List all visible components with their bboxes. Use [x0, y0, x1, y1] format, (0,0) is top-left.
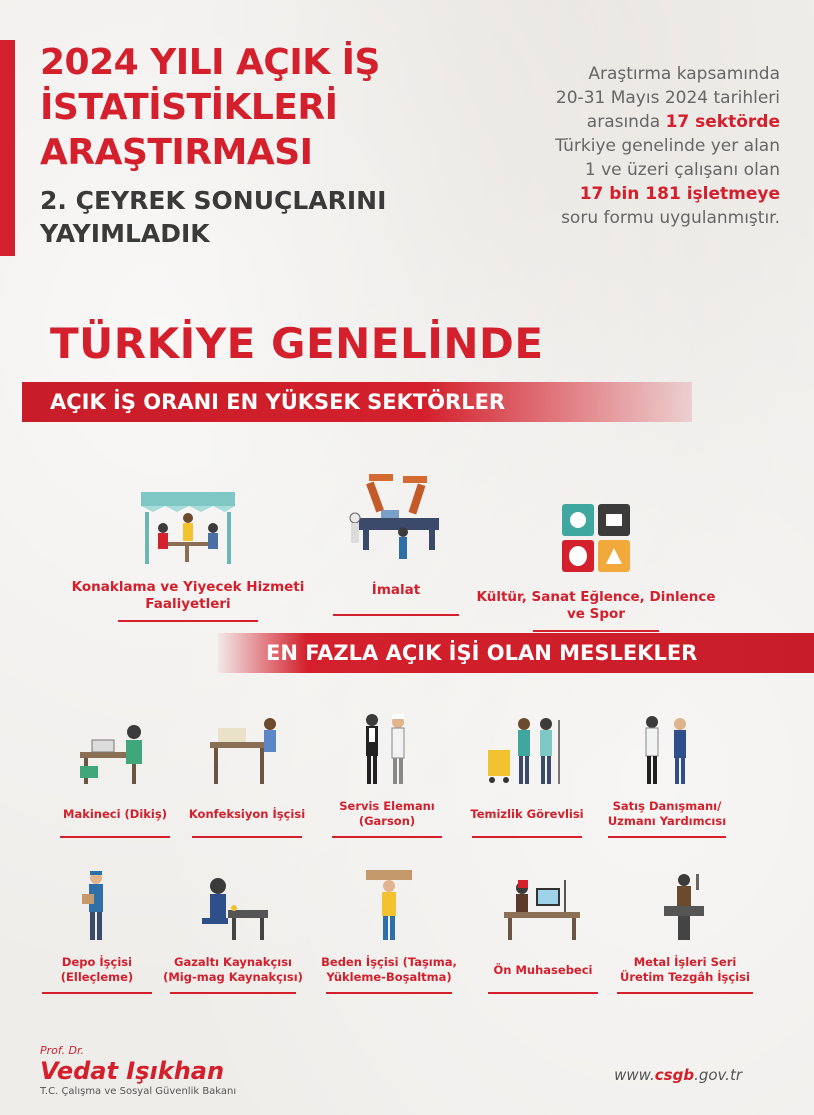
occupation-label: Satış Danışmanı/ Uzmanı Yardımcısı	[607, 799, 727, 828]
divider	[326, 992, 452, 994]
occupation-item	[452, 700, 602, 838]
website-suffix: .gov.tr	[694, 1066, 742, 1084]
minister-role: T.C. Çalışma ve Sosyal Güvenlik Bakanı	[40, 1086, 237, 1097]
divider	[608, 836, 726, 838]
occupation-item	[314, 856, 464, 994]
section-heading: TÜRKİYE GENELİNDE	[50, 319, 544, 368]
sewing-machine-icon	[40, 700, 190, 790]
divider	[332, 836, 442, 838]
minister-name: Vedat Işıkhan	[40, 1057, 225, 1085]
occupation-item	[592, 700, 742, 838]
sector-label: Konaklama ve Yiyecek Hizmeti Faaliyetleri	[71, 579, 305, 612]
academic-title: Prof. Dr.	[40, 1044, 85, 1057]
restaurant-icon	[68, 458, 308, 568]
occupation-item	[22, 856, 172, 994]
occupation-label: Ön Muhasebeci	[493, 962, 593, 977]
main-title: 2024 YILI AÇIK İŞ İSTATİSTİKLERİ ARAŞTIRMASI	[40, 42, 380, 173]
divider	[333, 614, 459, 616]
website-prefix: www.	[614, 1066, 655, 1084]
occupation-item	[610, 856, 760, 994]
sector-label: Kültür, Sanat Eğlence, Dinlence ve Spor	[476, 589, 716, 622]
occupations-band	[218, 633, 814, 673]
title-accent-bar	[0, 40, 15, 256]
intro-line: soru formu uygulanmıştır.	[561, 208, 780, 228]
welder-icon	[158, 856, 308, 946]
sector-count-highlight: 17 sektörde	[665, 112, 780, 132]
intro-line-prefix: arasında	[586, 112, 666, 132]
warehouse-worker-icon	[22, 856, 172, 946]
occupation-item	[172, 700, 322, 838]
sectors-band	[22, 382, 692, 422]
occupation-label: Metal İşleri Seri Üretim Tezgâh İşçisi	[620, 955, 750, 984]
sales-consultant-icon	[592, 700, 742, 790]
divider	[533, 630, 659, 632]
occupation-item	[312, 700, 462, 838]
occupation-item	[158, 856, 308, 994]
sector-item	[476, 468, 716, 632]
metal-worker-icon	[610, 856, 760, 946]
sector-item	[68, 458, 308, 622]
culture-arts-icon	[476, 468, 716, 578]
intro-line: 1 ve üzeri çalışanı olan	[584, 160, 780, 180]
occupation-label: Gazaltı Kaynakçısı (Mig-mag Kaynakçısı)	[163, 955, 303, 984]
occupation-label: Konfeksiyon İşçisi	[188, 806, 306, 821]
minister-signature	[40, 1045, 236, 1098]
occupation-item	[40, 700, 190, 838]
divider	[170, 992, 296, 994]
intro-line: Araştırma kapsamında	[588, 64, 780, 84]
accountant-icon	[468, 856, 618, 946]
divider	[617, 992, 753, 994]
occupation-label: Temizlik Görevlisi	[470, 806, 584, 821]
website-link[interactable]	[614, 1066, 742, 1084]
intro-text	[490, 62, 780, 230]
intro-line: 20-31 Mayıs 2024 tarihleri	[555, 88, 780, 108]
intro-line: Türkiye genelinde yer alan	[555, 136, 780, 156]
website-domain: csgb	[654, 1066, 695, 1084]
sectors-band-label: AÇIK İŞ ORANI EN YÜKSEK SEKTÖRLER	[50, 390, 506, 414]
intro-line	[490, 110, 780, 134]
occupation-label: Beden İşçisi (Taşıma, Yükleme-Boşaltma)	[321, 955, 457, 984]
occupation-label: Servis Elemanı (Garson)	[339, 799, 435, 828]
divider	[118, 620, 258, 622]
waiter-icon	[312, 700, 462, 790]
business-count-highlight: 17 bin 181 işletmeye	[579, 184, 780, 204]
divider	[192, 836, 302, 838]
sub-title: 2. ÇEYREK SONUÇLARINI YAYIMLADIK	[40, 186, 387, 248]
occupation-label: Depo İşçisi (Elleçleme)	[60, 955, 134, 984]
divider	[60, 836, 170, 838]
divider	[472, 836, 582, 838]
divider	[42, 992, 152, 994]
occupation-label: Makineci (Dikiş)	[63, 806, 167, 821]
divider	[488, 992, 598, 994]
sector-label: İmalat	[371, 581, 421, 598]
occupations-band-label: EN FAZLA AÇIK İŞİ OLAN MESLEKLER	[266, 641, 698, 665]
porter-icon	[314, 856, 464, 946]
garment-worker-icon	[172, 700, 322, 790]
cleaning-staff-icon	[452, 700, 602, 790]
occupation-item	[468, 856, 618, 994]
